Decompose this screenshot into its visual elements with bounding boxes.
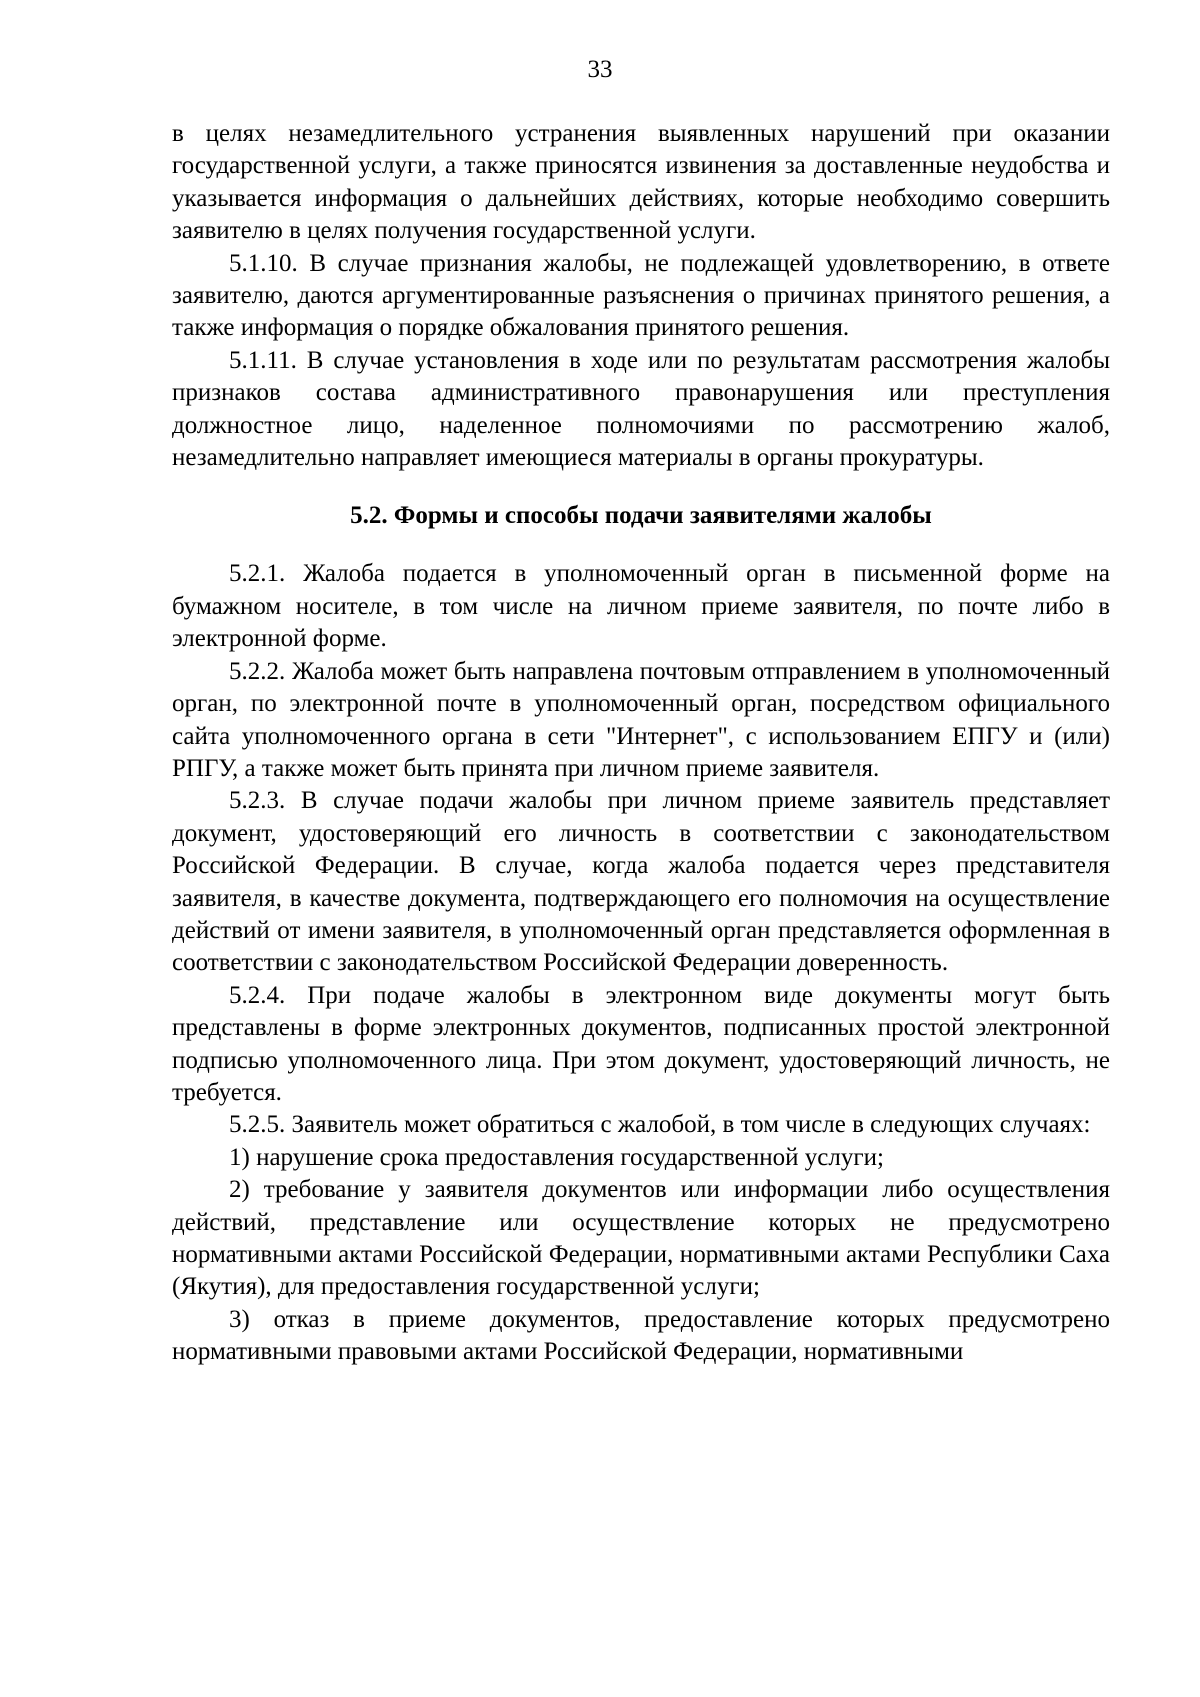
- paragraph-5-2-3: 5.2.3. В случае подачи жалобы при личном приеме заявитель представляет документ, удостоверяющий его личность в соответствии с законодательством Российской Федерации. В случае, когда жалоба подается через представителя заявителя, в качестве документа, подтверждающего его полномочия на осуществление действий от имени заявителя, в уполномоченный орган представляется оформленная в соответствии с законодательством Российской Федерации доверенность.: [172, 787, 1110, 977]
- page-number: 33: [587, 56, 613, 83]
- section-heading: 5.2. Формы и способы подачи заявителями жалобы: [350, 502, 932, 530]
- paragraph-5-2-4: 5.2.4. При подаче жалобы в электронном виде документы могут быть представлены в форме электронных документов, подписанных простой электронной подписью уполномоченного лица. При этом документ, удостоверяющий личность, не требуется.: [172, 981, 1110, 1106]
- list-item-1: 1) нарушение срока предоставления государственной услуги;: [229, 1143, 884, 1171]
- paragraph-5-2-1: 5.2.1. Жалоба подается в уполномоченный орган в письменной форме на бумажном носителе, в том числе на личном приеме заявителя, по почте либо в электронной форме.: [172, 560, 1110, 653]
- document-body: [172, 118, 1110, 1369]
- list-item-2: 2) требование у заявителя документов или информации либо осуществления действий, представление или осуществление которых не предусмотрено нормативными актами Российской Федерации, нормативными актами Республики Саха (Якутия), для предоставления государственной услуги;: [172, 1176, 1110, 1301]
- paragraph-5-2-5: 5.2.5. Заявитель может обратиться с жалобой, в том числе в следующих случаях:: [229, 1111, 1091, 1139]
- paragraph-continuation: в целях незамедлительного устранения выявленных нарушений при оказании государственной услуги, а также приносятся извинения за доставленные неудобства и указывается информация о дальнейших действиях, которые необходимо совершить заявителю в целях получения государственной услуги.: [172, 120, 1110, 245]
- list-item-3: 3) отказ в приеме документов, предоставление которых предусмотрено нормативными правовыми актами Российской Федерации, нормативными: [172, 1305, 1110, 1366]
- paragraph-5-1-10: 5.1.10. В случае признания жалобы, не подлежащей удовлетворению, в ответе заявителю, даются аргументированные разъяснения о причинах принятого решения, а также информация о порядке обжалования принятого решения.: [172, 249, 1110, 342]
- paragraph-5-1-11: 5.1.11. В случае установления в ходе или по результатам рассмотрения жалобы признаков состава административного правонарушения или преступления должностное лицо, наделенное полномочиями по рассмотрению жалоб, незамедлительно направляет имеющиеся материалы в органы прокуратуры.: [172, 346, 1110, 472]
- paragraph-5-2-2: 5.2.2. Жалоба может быть направлена почтовым отправлением в уполномоченный орган, по электронной почте в уполномоченный орган, посредством официального сайта уполномоченного органа в сети "Интернет", с использованием ЕПГУ и (или) РПГУ, а также может быть принята при личном приеме заявителя.: [172, 657, 1110, 782]
